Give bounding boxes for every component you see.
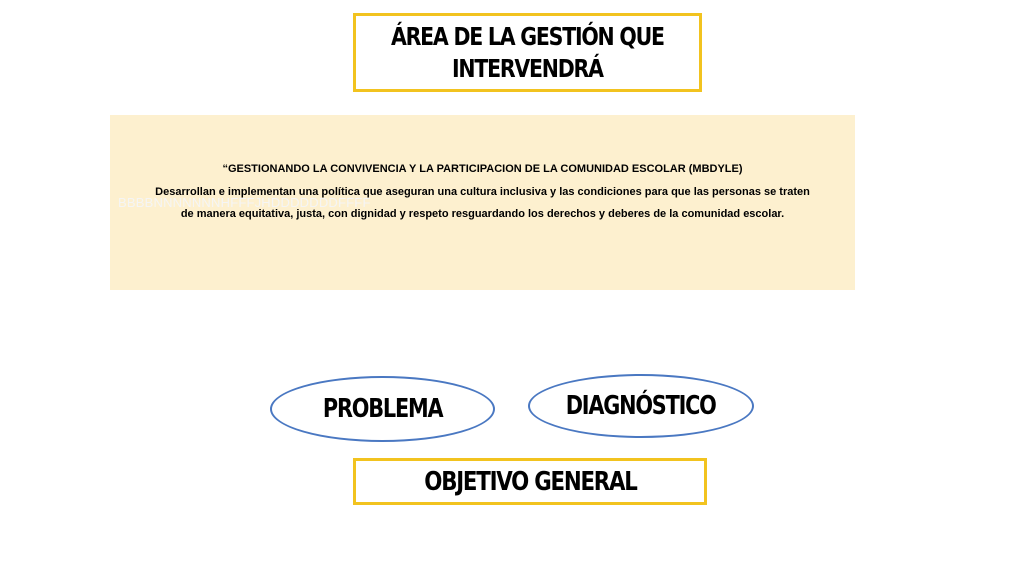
panel-heading: “GESTIONANDO LA CONVIVENCIA Y LA PARTICIPACION DE LA COMUNIDAD ESCOLAR (MBDYLE) <box>222 163 743 175</box>
problem-label: PROBLEMA <box>322 394 443 424</box>
objective-box <box>353 458 707 505</box>
problem-ellipse <box>270 376 495 442</box>
diagnostic-label: DIAGNÓSTICO <box>566 391 716 421</box>
objective-label: OBJETIVO GENERAL <box>423 466 637 497</box>
title-text: ÁREA DE LA GESTIÓN QUE INTERVENDRÁ <box>391 21 664 83</box>
ghost-text: BBBBNNNNNNNHFFFJHDDDDDDDFFFF <box>118 195 371 210</box>
panel-body: Desarrollan e implementan una política que aseguran una cultura inclusiva y las condiciones para que las personas se traten de manera equitativa, justa, con dignidad y respeto resguardando los derechos y deberes de la comunidad escolar. <box>155 186 810 220</box>
title-box <box>353 13 702 92</box>
diagnostic-ellipse <box>528 374 754 438</box>
info-panel <box>110 115 855 290</box>
